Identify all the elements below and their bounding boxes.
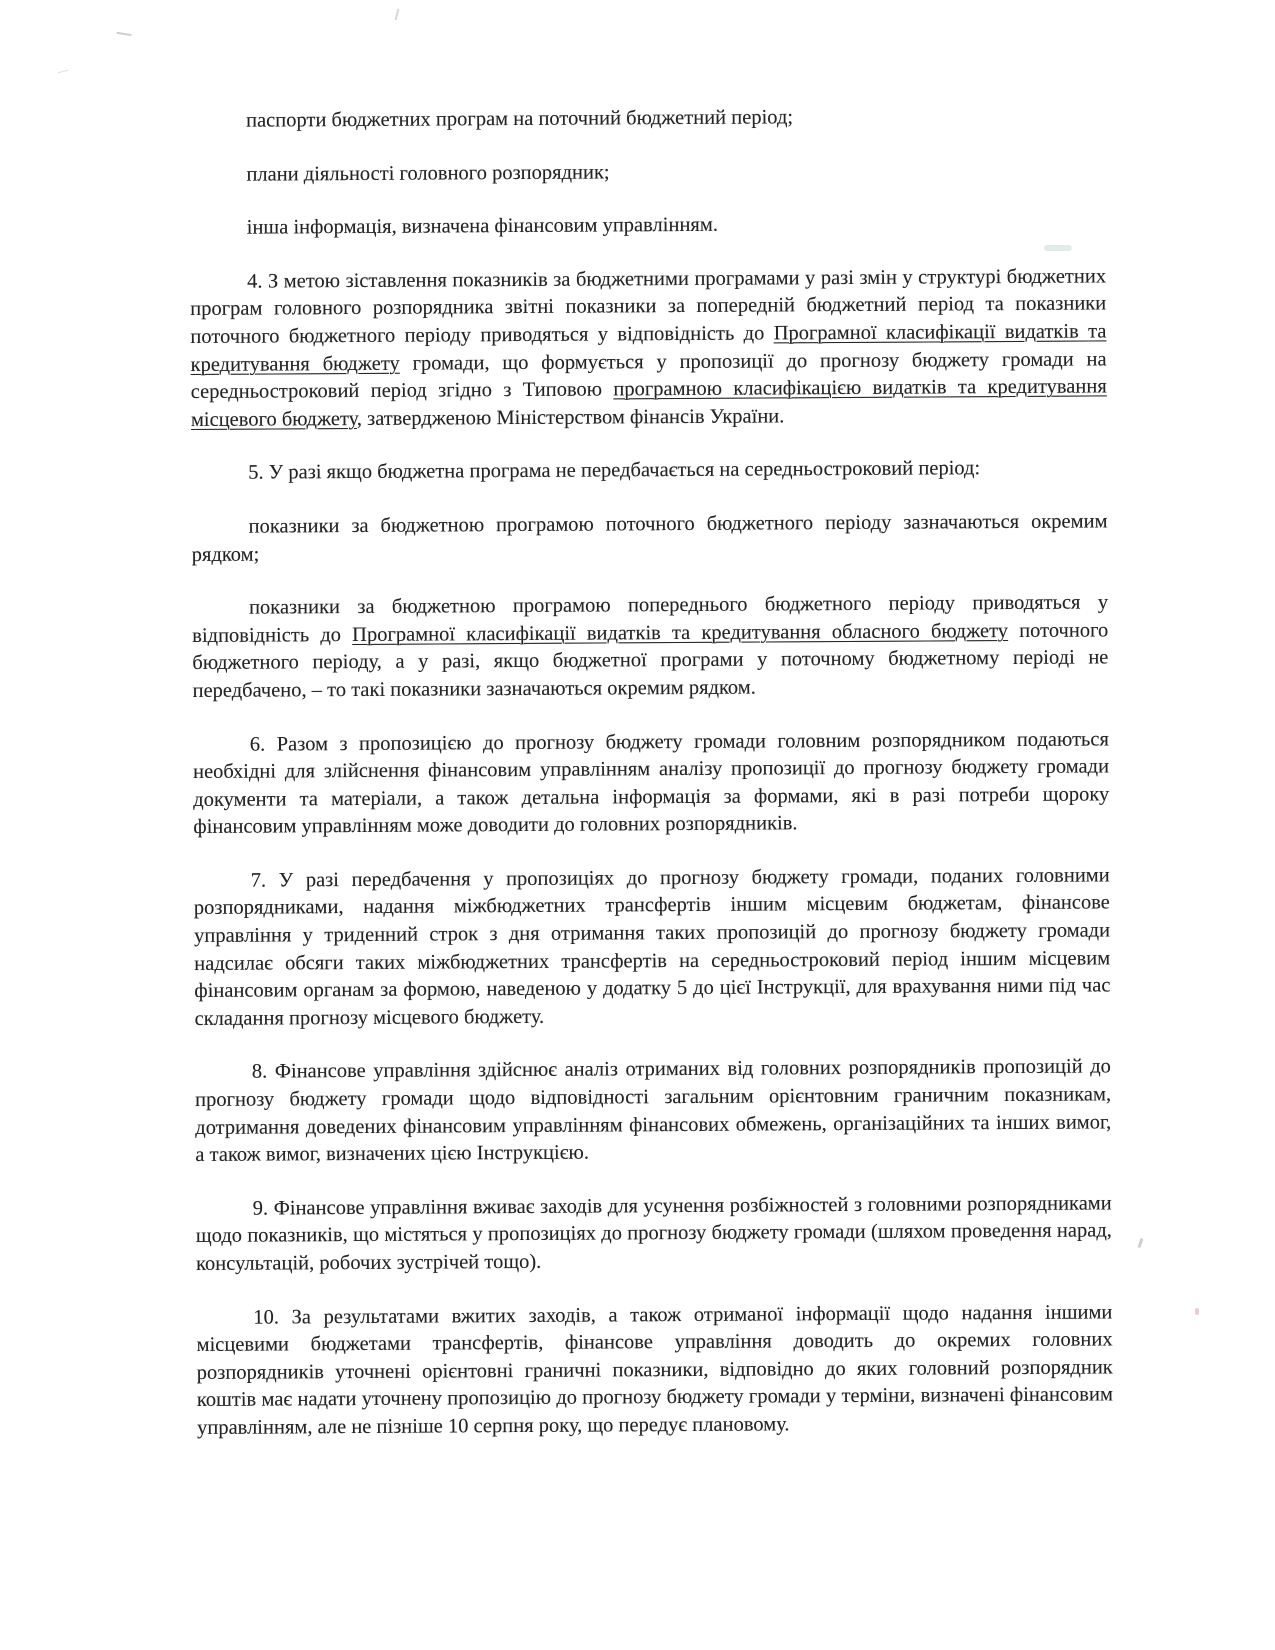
paragraph-5-item-2-underlined-classification: Програмної класифікації видатків та кредитування обласного бюджету xyxy=(352,619,1009,646)
paragraph-4-text: , затвердженою Міністерством фінансів України. xyxy=(356,405,785,430)
paragraph-8: 8. Фінансове управління здійснює аналіз отриманих від головних розпорядників пропозицій до прогнозу бюджету громади щодо відповідності загальним орієнтовним граничним показникам, дотримання доведених фінансовим управлінням фінансових обмежень, організаційних та інших вимог, а також вимог, визначених цією Інструкцією. xyxy=(194,1055,1112,1167)
paragraph-4-underlined-typical-classification: програмною класифікацією видатків та кредитування місцевого бюджету xyxy=(190,375,1107,431)
list-item-plans: плани діяльності головного розпорядник; xyxy=(246,161,610,186)
paragraph-5-item-2-text: поточного бюджетного періоду, а у разі, якщо бюджетної програми у поточному бюджетному періоді не передбачено, – то такі показники зазначаються окремим рядком. xyxy=(192,619,1109,702)
list-item-other-info: інша інформація, визначена фінансовим управлінням. xyxy=(246,213,718,239)
list-item-passports: паспорти бюджетних програм на поточний бюджетний період; xyxy=(246,106,794,132)
paragraph-6: 6. Разом з пропозицією до прогнозу бюджету громади головним розпорядником подаються необхідні для злійснення фінансовим управлінням аналізу пропозиції до прогнозу бюджету громади документи та матеріали, а також детальна інформація за формами, які в разі потреби щороку фінансовим управлінням може доводити до головних розпорядників. xyxy=(192,727,1110,839)
scan-artifact xyxy=(56,65,68,73)
paragraph-9: 9. Фінансове управління вживає заходів для усунення розбіжностей з головними розпорядниками щодо показників, що містяться у пропозиціях до прогнозу бюджету громади (шляхом проведення нарад, консультацій, робочих зустрічей тощо). xyxy=(195,1192,1112,1275)
scan-artifact xyxy=(1138,1238,1144,1248)
paragraph-4-text: 4. З метою зіставлення показників за бюджетними програмами у разі змін у структурі бюджетних програм головного розпорядника звітні показники за попередній бюджетний період та показники поточного бюджетного періоду приводяться у відповідність до xyxy=(190,265,1107,348)
paragraph-5-item-2 xyxy=(192,590,1109,706)
paragraph-4 xyxy=(190,263,1107,434)
scan-artifact xyxy=(1195,1308,1199,1315)
paragraph-7: 7. У разі передбачення у пропозиціях до прогнозу бюджету громади, поданих головними розпорядниками, надання міжбюджетних трансфертів іншим місцевим бюджетам, фінансове управління у триденний строк з дня отримання таких пропозицій до прогнозу бюджету громади надсилає обсяги таких міжбюджетних трансфертів на середньостроковий період іншим місцевим фінансовим органам за формою, наведеною у додатку 5 до цієї Інструкції, для врахування ними під час складання прогнозу місцевого бюджету. xyxy=(193,864,1111,1030)
paragraph-5-item-1: показники за бюджетною програмою поточного бюджетного періоду зазначаються окремим рядком; xyxy=(191,510,1108,566)
paragraph-5: 5. У разі якщо бюджетна програма не передбачається на середньостроковий період: xyxy=(248,457,981,484)
paragraph-4-text: громади, що формується у пропозиції до прогнозу бюджету громади на середньостроковий період згідно з Типовою xyxy=(190,347,1107,404)
scan-artifact xyxy=(116,26,132,36)
scan-artifact xyxy=(395,9,400,20)
paragraph-10: 10. За результатами вжитих заходів, а також отриманої інформації щодо надання іншими місцевими бюджетами трансфертів, фінансове управління доводить до окремих головних розпорядників уточнені орієнтовні граничні показники, відповідно до яких головний розпорядник коштів має надати уточнену пропозицію до прогнозу бюджету громади у терміни, визначені фінансовим управлінням, але не пізніше 10 серпня року, що передує плановому. xyxy=(196,1300,1113,1439)
paragraph-5-item-2-text: показники за бюджетною програмою попереднього бюджетного періоду приводяться у відповідність до xyxy=(192,591,1109,647)
paragraph-4-underlined-classification: Програмної класифікації видатків та кредитування бюджету xyxy=(190,320,1107,376)
document-page xyxy=(189,102,1113,1468)
